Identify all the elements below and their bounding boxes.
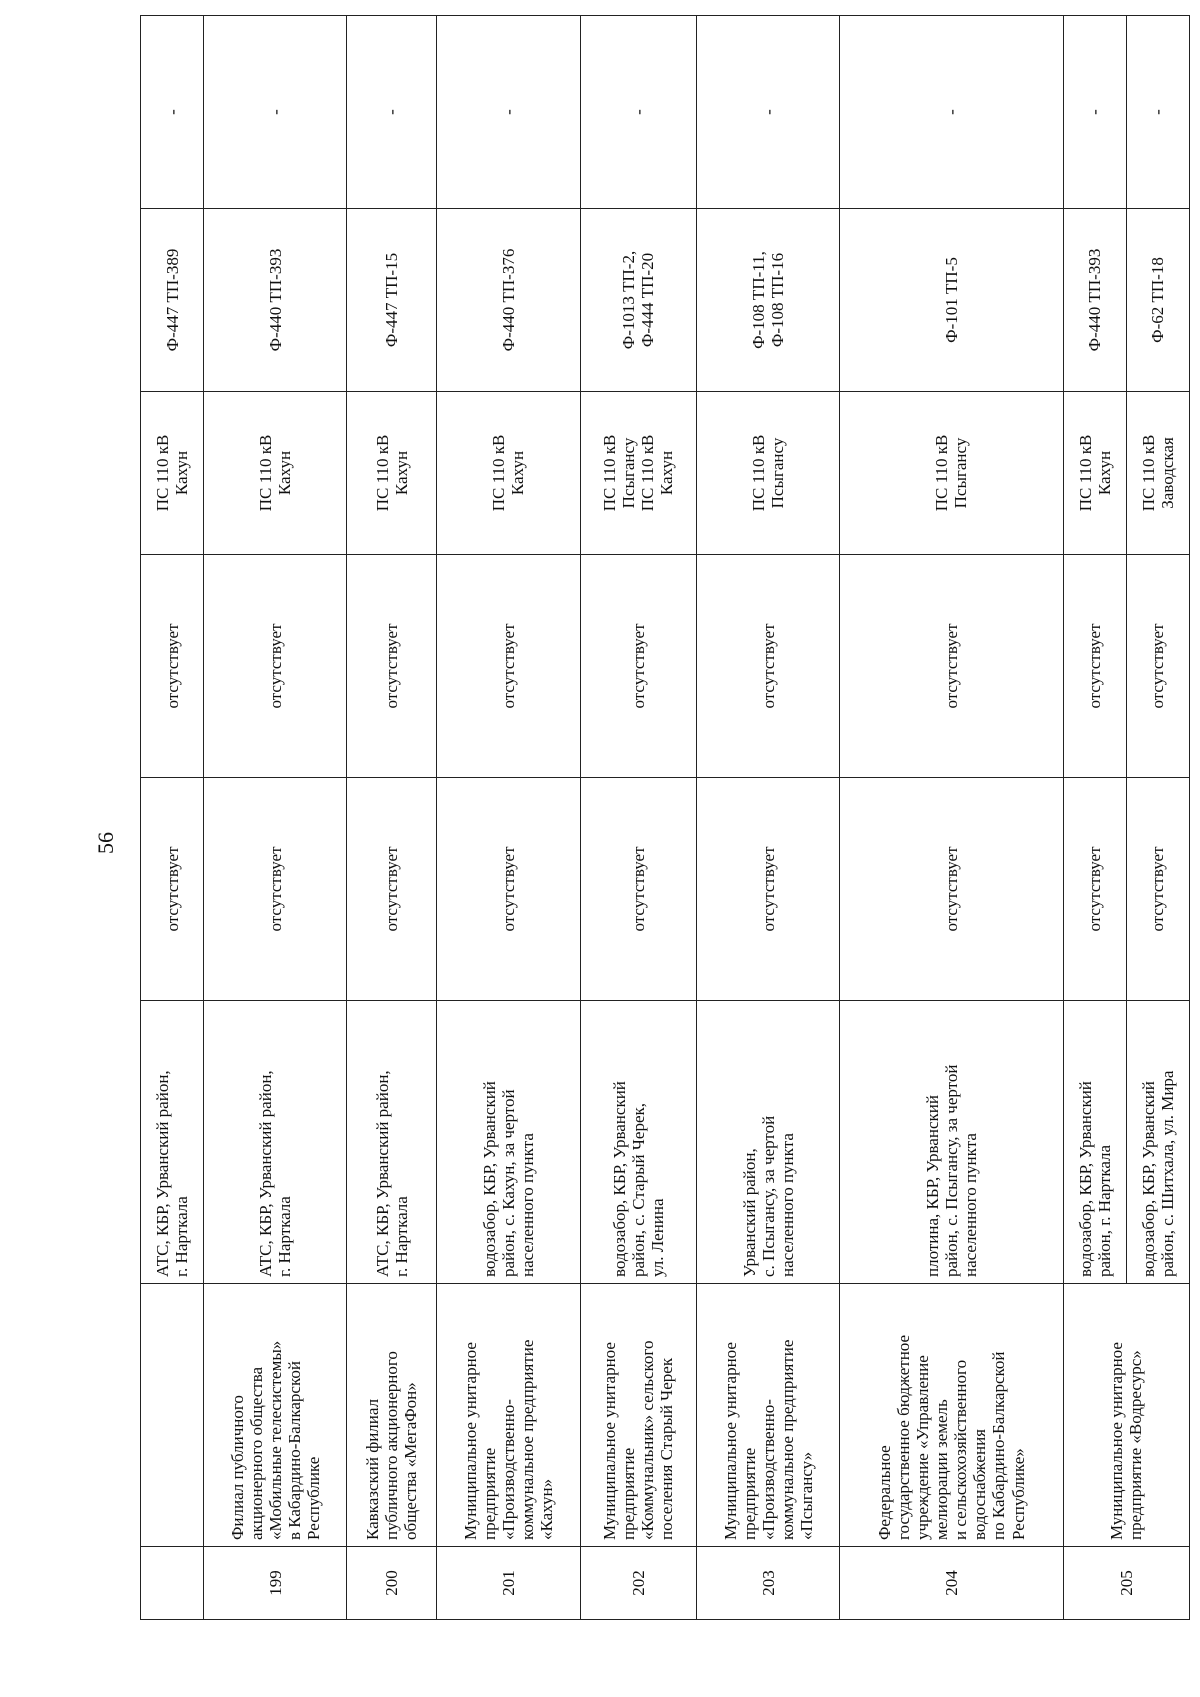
substation-cell-line: Заводская — [1157, 437, 1177, 509]
flag-cell: - — [840, 16, 1063, 209]
substation-cell-line: Кахун — [657, 450, 677, 496]
substation-cell-line: ПС 110 кВ — [489, 434, 509, 512]
row-number — [141, 1547, 204, 1620]
location-cell — [347, 1001, 437, 1284]
facilities-table — [140, 15, 1190, 1620]
owner-cell-line: «Псыгансу» — [796, 1451, 816, 1540]
owner-cell-line: предприятие «Водресурс» — [1126, 1350, 1146, 1540]
flag-cell: - — [204, 16, 347, 209]
status-cell-b: отсутствует — [141, 555, 204, 778]
substation-cell-line: ПС 110 кВ — [600, 434, 620, 512]
status-cell-a: отсутствует — [840, 778, 1063, 1001]
substation-cell — [141, 392, 204, 555]
substation-cell — [840, 392, 1063, 555]
owner-cell-line: мелиорации земель — [932, 1399, 952, 1540]
status-cell-b: отсутствует — [347, 555, 437, 778]
owner-cell-line: предприятие — [739, 1447, 759, 1540]
location-cell-line: г. Нарткала — [275, 1196, 295, 1277]
owner-cell-line: Муниципальное унитарное — [600, 1342, 620, 1540]
substation-cell — [580, 392, 697, 555]
feeder-cell — [697, 209, 840, 392]
owner-cell-line: предприятие — [479, 1447, 499, 1540]
substation-cell — [347, 392, 437, 555]
location-cell-line: водозабор, КБР, Урванский — [609, 1081, 629, 1277]
owner-cell-line: Республике» — [1008, 1448, 1028, 1540]
substation-cell-line: Кахун — [172, 450, 192, 496]
feeder-cell — [141, 209, 204, 392]
flag-cell: - — [141, 16, 204, 209]
substation-cell-line: Кахун — [1094, 450, 1114, 496]
substation-cell-line: ПС 110 кВ — [153, 434, 173, 512]
feeder-cell-line: Ф-1013 ТП-2, — [619, 250, 639, 350]
location-cell-line: район, г. Нарткала — [1094, 1144, 1114, 1277]
table-row — [580, 16, 697, 1620]
flag-cell: - — [1126, 16, 1189, 209]
status-cell-a: отсутствует — [697, 778, 840, 1001]
owner-cell-line: коммунальное предприятие — [517, 1339, 537, 1540]
location-cell-line: район, с. Шитхала, ул. Мира — [1157, 1070, 1177, 1277]
owner-cell-line: Муниципальное унитарное — [460, 1342, 480, 1540]
substation-cell — [697, 392, 840, 555]
substation-cell-line: ПС 110 кВ — [1075, 434, 1095, 512]
owner-cell-line: по Кабардино-Балкарской — [989, 1351, 1009, 1540]
location-cell — [1063, 1001, 1126, 1284]
page-number: 56 — [93, 832, 118, 854]
table-row — [204, 16, 347, 1620]
substation-cell-line: ПС 110 кВ — [1138, 434, 1158, 512]
substation-cell-line: Кахун — [275, 450, 295, 496]
location-cell — [697, 1001, 840, 1284]
substation-cell — [437, 392, 580, 555]
feeder-cell-line: Ф-440 ТП-393 — [265, 248, 285, 352]
owner-cell-line: и сельскохозяйственного — [951, 1359, 971, 1540]
table-row — [840, 16, 1063, 1620]
feeder-cell-line: Ф-440 ТП-376 — [498, 248, 518, 352]
owner-cell-line: предприятие — [619, 1447, 639, 1540]
flag-cell: - — [347, 16, 437, 209]
table-row — [1063, 16, 1126, 1620]
feeder-cell-line: Ф-62 ТП-18 — [1148, 257, 1168, 343]
status-cell-a: отсутствует — [580, 778, 697, 1001]
feeder-cell-line: Ф-108 ТП-16 — [768, 252, 788, 348]
feeder-cell — [347, 209, 437, 392]
status-cell-b: отсутствует — [437, 555, 580, 778]
substation-cell-line: ПС 110 кВ — [372, 434, 392, 512]
status-cell-a: отсутствует — [347, 778, 437, 1001]
owner-cell — [697, 1284, 840, 1547]
status-cell-b: отсутствует — [204, 555, 347, 778]
owner-cell-line: Федеральное — [875, 1445, 895, 1540]
status-cell-a: отсутствует — [437, 778, 580, 1001]
substation-cell-line: Кахун — [391, 450, 411, 496]
table-row — [141, 16, 204, 1620]
owner-cell-line: публичного акционерного — [382, 1351, 402, 1540]
owner-cell-line: учреждение «Управление — [913, 1355, 933, 1540]
feeder-cell-line: Ф-447 ТП-15 — [382, 252, 402, 348]
feeder-cell — [580, 209, 697, 392]
row-number: 203 — [697, 1547, 840, 1620]
owner-cell — [1063, 1284, 1189, 1547]
location-cell-line: с. Псыгансу, за чертой — [758, 1115, 778, 1277]
status-cell-b: отсутствует — [697, 555, 840, 778]
owner-cell-line: Кавказский филиал — [363, 1398, 383, 1540]
owner-cell — [141, 1284, 204, 1547]
owner-cell — [840, 1284, 1063, 1547]
owner-cell-line: Муниципальное унитарное — [720, 1342, 740, 1540]
owner-cell-line: «Коммунальник» сельского — [638, 1340, 658, 1540]
owner-cell-line: Республике — [303, 1456, 323, 1540]
substation-cell — [204, 392, 347, 555]
row-number: 200 — [347, 1547, 437, 1620]
owner-cell-line: акционерного общества — [246, 1366, 266, 1540]
location-cell — [141, 1001, 204, 1284]
row-number: 201 — [437, 1547, 580, 1620]
location-cell — [580, 1001, 697, 1284]
owner-cell-line: «Кахун» — [536, 1478, 556, 1540]
substation-cell — [1126, 392, 1189, 555]
location-cell — [204, 1001, 347, 1284]
location-cell-line: АТС, КБР, Урванский район, — [372, 1070, 392, 1277]
location-cell — [437, 1001, 580, 1284]
owner-cell — [437, 1284, 580, 1547]
location-cell-line: водозабор, КБР, Урванский — [479, 1081, 499, 1277]
feeder-cell — [1126, 209, 1189, 392]
location-cell — [1126, 1001, 1189, 1284]
feeder-cell-line: Ф-440 ТП-393 — [1085, 248, 1105, 352]
owner-cell-line: общества «МегаФон» — [401, 1382, 421, 1540]
location-cell-line: АТС, КБР, Урванский район, — [256, 1070, 276, 1277]
row-number: 202 — [580, 1547, 697, 1620]
owner-cell — [580, 1284, 697, 1547]
row-number: 199 — [204, 1547, 347, 1620]
location-cell-line: район, с. Кахун, за чертой — [498, 1089, 518, 1277]
substation-cell — [1063, 392, 1126, 555]
location-cell-line: населенного пункта — [517, 1133, 537, 1277]
location-cell-line: водозабор, КБР, Урванский — [1138, 1081, 1158, 1277]
owner-cell-line: в Кабардино-Балкарской — [284, 1361, 304, 1540]
location-cell-line: Урванский район, — [739, 1148, 759, 1277]
owner-cell-line: водоснабжения — [970, 1429, 990, 1540]
owner-cell-line: поселения Старый Черек — [657, 1357, 677, 1540]
owner-cell — [204, 1284, 347, 1547]
location-cell-line: плотина, КБР, Урванский — [922, 1095, 942, 1277]
owner-cell-line: государственное бюджетное — [894, 1334, 914, 1540]
location-cell-line: район, с. Псыгансу, за чертой — [941, 1064, 961, 1277]
table-row — [437, 16, 580, 1620]
status-cell-a: отсутствует — [1126, 778, 1189, 1001]
substation-cell-line: Кахун — [508, 450, 528, 496]
location-cell-line: г. Нарткала — [172, 1196, 192, 1277]
feeder-cell-line: Ф-444 ТП-20 — [638, 252, 658, 348]
flag-cell: - — [697, 16, 840, 209]
flag-cell: - — [437, 16, 580, 209]
feeder-cell-line: Ф-108 ТП-11, — [749, 251, 769, 349]
location-cell-line: ул. Ленина — [647, 1198, 667, 1277]
feeder-cell — [1063, 209, 1126, 392]
substation-cell-line: ПС 110 кВ — [932, 434, 952, 512]
location-cell — [840, 1001, 1063, 1284]
location-cell-line: АТС, КБР, Урванский район, — [153, 1070, 173, 1277]
location-cell-line: г. Нарткала — [391, 1196, 411, 1277]
substation-cell-line: ПС 110 кВ — [749, 434, 769, 512]
substation-cell-line: Псыгансу — [951, 437, 971, 509]
table-row — [697, 16, 840, 1620]
owner-cell-line: «Производственно- — [498, 1399, 518, 1540]
status-cell-b: отсутствует — [580, 555, 697, 778]
owner-cell-line: коммунальное предприятие — [777, 1339, 797, 1540]
row-number: 205 — [1063, 1547, 1189, 1620]
flag-cell: - — [1063, 16, 1126, 209]
owner-cell-line: Филиал публичного — [227, 1395, 247, 1540]
owner-cell-line: «Мобильные телесистемы» — [265, 1340, 285, 1540]
feeder-cell — [204, 209, 347, 392]
location-cell-line: район, с. Старый Черек, — [628, 1102, 648, 1277]
table-body — [141, 16, 1190, 1620]
location-cell-line: водозабор, КБР, Урванский — [1075, 1081, 1095, 1277]
owner-cell-line: Муниципальное унитарное — [1107, 1342, 1127, 1540]
owner-cell-line: «Производственно- — [758, 1399, 778, 1540]
row-number: 204 — [840, 1547, 1063, 1620]
feeder-cell-line: Ф-101 ТП-5 — [941, 257, 961, 343]
feeder-cell-line: Ф-447 ТП-389 — [162, 248, 182, 352]
status-cell-b: отсутствует — [1063, 555, 1126, 778]
location-cell-line: населенного пункта — [960, 1133, 980, 1277]
feeder-cell — [840, 209, 1063, 392]
substation-cell-line: Псыгансу — [619, 437, 639, 509]
substation-cell-line: ПС 110 кВ — [638, 434, 658, 512]
status-cell-a: отсутствует — [204, 778, 347, 1001]
substation-cell-line: Псыгансу — [768, 437, 788, 509]
feeder-cell — [437, 209, 580, 392]
substation-cell-line: ПС 110 кВ — [256, 434, 276, 512]
table-row — [347, 16, 437, 1620]
owner-cell — [347, 1284, 437, 1547]
status-cell-a: отсутствует — [1063, 778, 1126, 1001]
status-cell-b: отсутствует — [1126, 555, 1189, 778]
rotated-table-wrapper — [140, 109, 1190, 1620]
status-cell-a: отсутствует — [141, 778, 204, 1001]
status-cell-b: отсутствует — [840, 555, 1063, 778]
flag-cell: - — [580, 16, 697, 209]
location-cell-line: населенного пункта — [777, 1133, 797, 1277]
